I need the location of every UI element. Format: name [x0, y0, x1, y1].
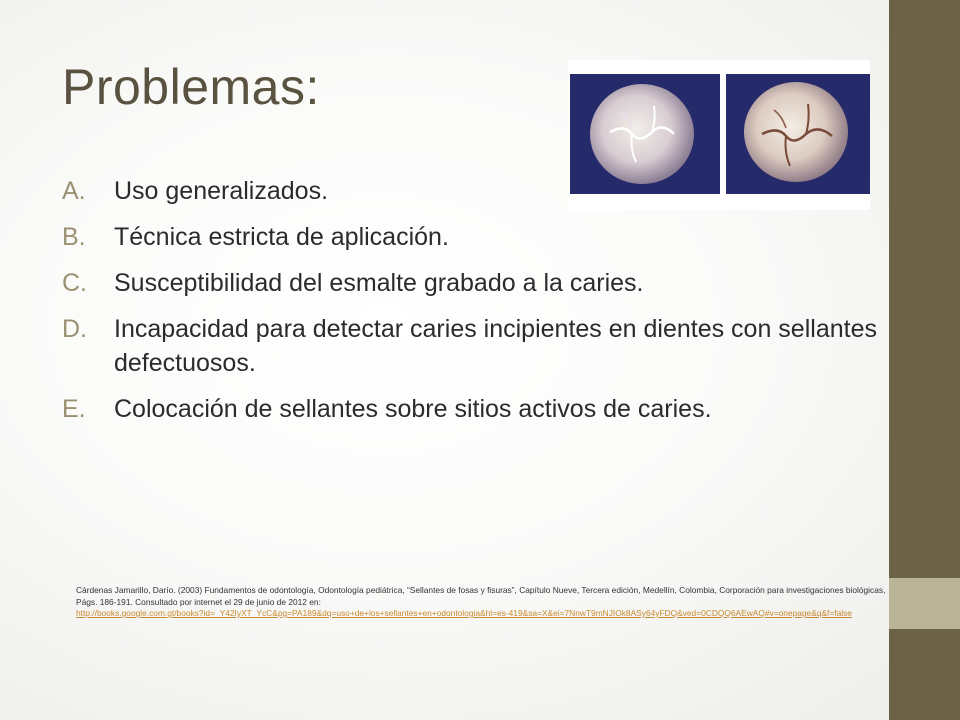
bullet-text: Técnica estricta de aplicación. [114, 223, 449, 251]
bullet-letter: C. [62, 269, 87, 297]
bullet-item [62, 392, 882, 426]
bullet-text: Colocación de sellantes sobre sitios activos de caries. [114, 395, 712, 423]
bullet-item [62, 174, 882, 208]
bullet-letter: A. [62, 177, 86, 205]
bullet-letter: E. [62, 395, 86, 423]
bullet-text: Susceptibilidad del esmalte grabado a la caries. [114, 269, 644, 297]
slide-title: Problemas: [62, 59, 320, 115]
reference-text: Cárdenas Jamarillo, Darío. (2003) Fundamentos de odontología, Odontología pediátrica, “Sellantes de fosas y fisuras”, Capítulo Nueve, Tercera edición, Medellín, Colombia, Corporación para investigaciones biológicas, Págs. 186-191. Consultado por internet el 29 de junio de 2012 en: [76, 585, 886, 607]
bullet-item [62, 220, 882, 254]
bullet-list [62, 174, 882, 438]
bullet-letter: B. [62, 223, 86, 251]
bullet-text: Incapacidad para detectar caries incipientes en dientes con sellantes defectuosos. [114, 315, 877, 377]
bullet-item [62, 312, 882, 380]
side-accent-block [889, 578, 960, 629]
reference-citation [76, 585, 896, 620]
bullet-text: Uso generalizados. [114, 177, 329, 205]
bullet-letter: D. [62, 315, 87, 343]
bullet-item [62, 266, 882, 300]
reference-link[interactable]: http://books.google.com.gt/books?id=_Y42IyXT_YcC&pg=PA189&dq=uso+de+los+sellantes+en+odontologia&hl=es-419&sa=X&ei=7NnwT9mNJIOk8ASy64yFDQ&ved=0CDQQ6AEwAQ#v=onepage&q&f=false [76, 608, 852, 618]
